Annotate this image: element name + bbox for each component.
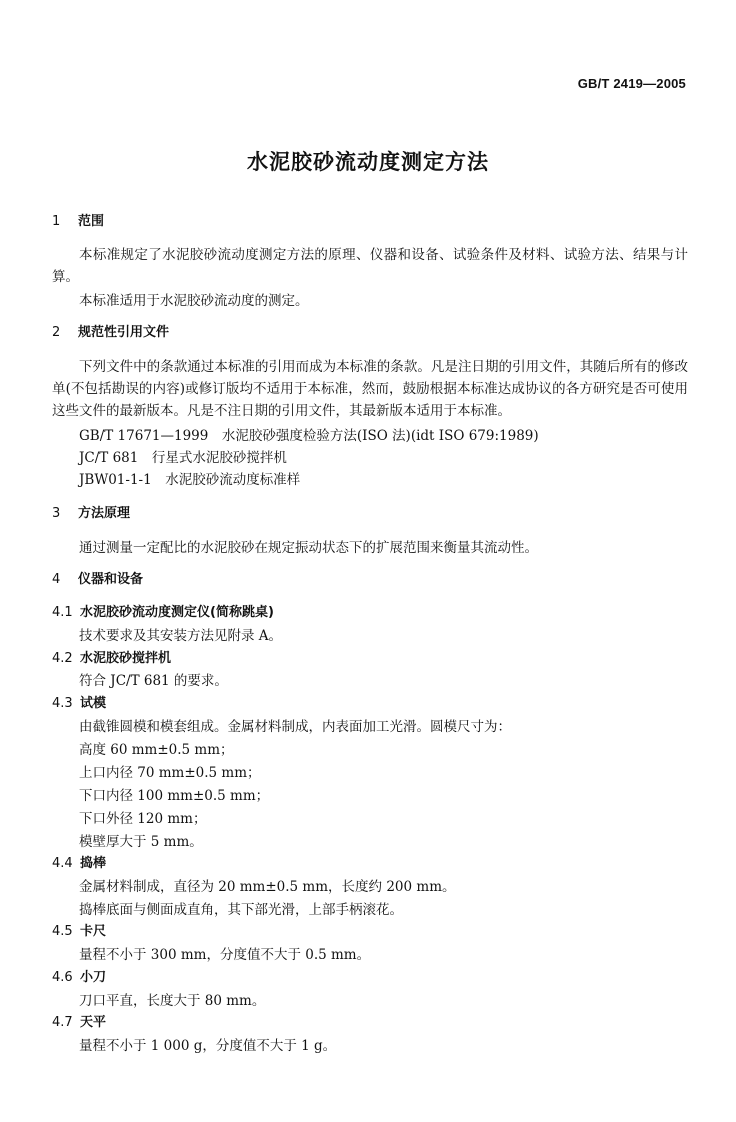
subsection-text: 高度 60 mm±0.5 mm；	[79, 742, 234, 758]
subsection-text: 刀口平直，长度大于 80 mm。	[79, 993, 266, 1009]
subsection-text: 技术要求及其安装方法见附录 A。	[79, 628, 283, 644]
section-number: 2	[52, 325, 61, 340]
subsection-text: 捣棒底面与侧面成直角，其下部光滑，上部手柄滚花。	[79, 902, 403, 918]
subsection-title: 捣棒	[80, 856, 107, 871]
reference-item: JBW01-1-1 水泥胶砂流动度标准样	[79, 472, 301, 488]
section-2-paragraph-1: 下列文件中的条款通过本标准的引用而成为本标准的条款。凡是注日期的引用文件，其随后所有的修改单(不包括勘误的内容)或修订版均不适用于本标准，然而，鼓励根据本标准达成协议的各方研究是否可使用这些文件的最新版本。凡是不注日期的引用文件，其最新版本适用于本标准。	[52, 359, 688, 419]
document-title: 水泥胶砂流动度测定方法	[247, 150, 489, 174]
subsection-title: 试模	[80, 696, 107, 711]
subsection-number: 4.2	[52, 651, 73, 666]
standard-code: GB/T 2419—2005	[577, 76, 686, 91]
subsection-title: 水泥胶砂搅拌机	[80, 651, 172, 666]
subsection-text: 下口外径 120 mm；	[79, 811, 207, 827]
subsection-4-2-heading	[52, 650, 171, 668]
subsection-4-3-heading	[52, 695, 106, 713]
section-2-heading	[52, 324, 169, 342]
subsection-text: 由截锥圆模和模套组成。金属材料制成，内表面加工光滑。圆模尺寸为：	[79, 719, 511, 735]
subsection-4-5-heading	[52, 923, 106, 941]
subsection-text: 上口内径 70 mm±0.5 mm；	[79, 765, 261, 781]
section-1-paragraph-1: 本标准规定了水泥胶砂流动度测定方法的原理、仪器和设备、试验条件及材料、试验方法、结果与计算。	[52, 247, 688, 285]
reference-item: JC/T 681 行星式水泥胶砂搅拌机	[79, 450, 287, 466]
subsection-number: 4.4	[52, 856, 73, 871]
section-number: 3	[52, 506, 61, 521]
subsection-number: 4.7	[52, 1015, 73, 1030]
section-3-paragraph-1: 通过测量一定配比的水泥胶砂在规定振动状态下的扩展范围来衡量其流动性。	[79, 540, 538, 556]
subsection-text: 金属材料制成，直径为 20 mm±0.5 mm，长度约 200 mm。	[79, 879, 456, 895]
subsection-4-6-heading	[52, 969, 106, 987]
section-3-heading	[52, 505, 130, 523]
section-number: 4	[52, 572, 61, 587]
section-1-paragraph-2: 本标准适用于水泥胶砂流动度的测定。	[79, 293, 309, 309]
section-4-heading	[52, 571, 143, 589]
subsection-number: 4.5	[52, 924, 73, 939]
subsection-number: 4.6	[52, 970, 73, 985]
subsection-text: 符合 JC/T 681 的要求。	[79, 673, 228, 689]
subsection-4-7-heading	[52, 1014, 106, 1032]
subsection-title: 水泥胶砂流动度测定仪(简称跳桌)	[80, 605, 274, 620]
subsection-4-4-heading	[52, 855, 106, 873]
subsection-title: 天平	[80, 1015, 107, 1030]
section-title: 方法原理	[78, 506, 131, 521]
section-title: 仪器和设备	[78, 572, 144, 587]
subsection-text: 量程不小于 300 mm，分度值不大于 0.5 mm。	[79, 947, 371, 963]
subsection-title: 小刀	[80, 970, 107, 985]
subsection-text: 模壁厚大于 5 mm。	[79, 834, 203, 850]
section-1-heading	[52, 213, 104, 231]
subsection-title: 卡尺	[80, 924, 107, 939]
subsection-text: 量程不小于 1 000 g，分度值不大于 1 g。	[79, 1038, 337, 1054]
subsection-4-1-heading	[52, 604, 274, 622]
section-title: 范围	[78, 214, 105, 229]
subsection-number: 4.3	[52, 696, 73, 711]
reference-item: GB/T 17671—1999 水泥胶砂强度检验方法(ISO 法)(idt ISO 679:1989)	[79, 428, 539, 444]
subsection-number: 4.1	[52, 605, 73, 620]
subsection-text: 下口内径 100 mm±0.5 mm；	[79, 788, 270, 804]
section-title: 规范性引用文件	[78, 325, 170, 340]
section-number: 1	[52, 214, 61, 229]
